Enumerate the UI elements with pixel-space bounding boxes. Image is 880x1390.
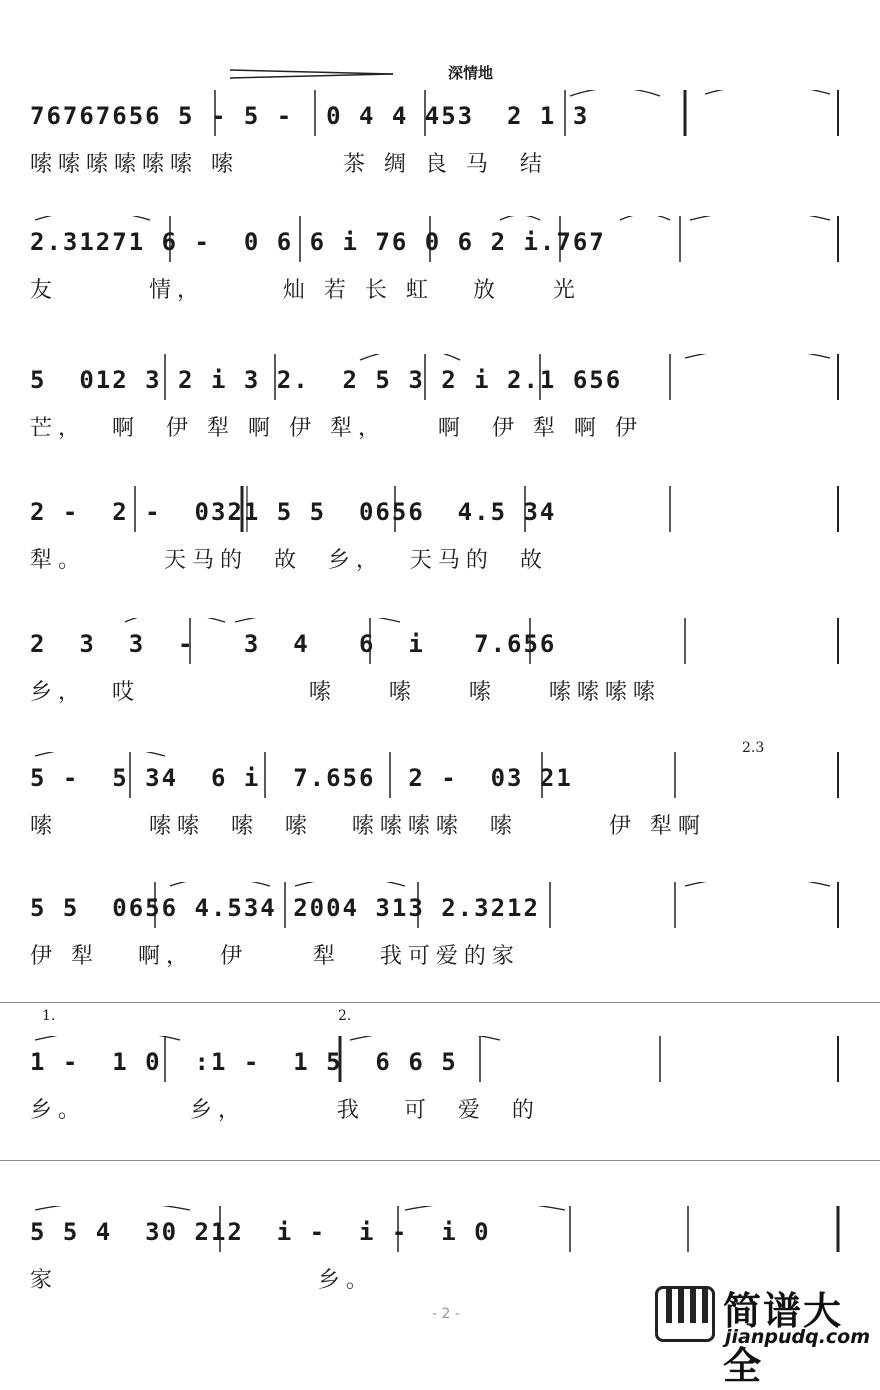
grace-notes: 2.3 <box>742 740 765 756</box>
lyrics-line-4: 犁。 天马的 故 乡， 天马的 故 <box>30 548 548 573</box>
logo-title: 简谱大全 <box>723 1289 844 1388</box>
notes-line-5: 2 3 3 - 3 4 6 i 7.656 <box>30 630 557 658</box>
notes-line-6: 5 - 5 34 6 i 7.656 2 - 03 21 <box>30 764 573 792</box>
tempo-marking: 深情地 <box>448 64 494 82</box>
notes-line-9: 5 5 4 30 212 i - i - i 0 <box>30 1218 491 1246</box>
volta-1: 1. <box>42 1008 56 1024</box>
notes-line-2: 2.31271 6 - 0 6 6 i 76 0 6 2 i.767 <box>30 228 606 256</box>
lyrics-line-6: 嗦 嗦嗦 嗦 嗦 嗦嗦嗦嗦 嗦 伊 犁啊 <box>30 814 706 839</box>
crescendo-mark <box>228 64 398 84</box>
lyrics-line-7: 伊 犁 啊， 伊 犁 我可爱的家 <box>30 944 520 969</box>
lyrics-line-2: 友 情， 灿 若 长 虹 放 光 <box>30 278 581 303</box>
notes-line-4: 2 - 2 - 0321 5 5 0656 4.5 34 <box>30 498 557 526</box>
lyrics-line-1: 嗦嗦嗦嗦嗦嗦 嗦 茶 绸 良 马 结 <box>30 152 548 177</box>
page-number: - 2 - <box>432 1306 460 1322</box>
notes-line-3: 5 012 3 2 i 3 2. 2 5 3 2 i 2.1 656 <box>30 366 623 394</box>
lyrics-line-5: 乡， 哎 嗦 嗦 嗦 嗦嗦嗦嗦 <box>30 680 661 705</box>
site-logo[interactable] <box>655 1280 880 1388</box>
notes-line-1: 76767656 5 - 5 - 0 4 4 453 2 1 3 <box>30 102 590 130</box>
lyrics-line-9: 家 乡。 <box>30 1268 374 1293</box>
coda-rule <box>0 1160 880 1161</box>
lyrics-line-8: 乡。 乡， 我 可 爱 的 <box>30 1098 540 1123</box>
notes-line-7: 5 5 0656 4.534 2004 313 2.3212 <box>30 894 540 922</box>
notes-line-8: 1 - 1 0 :1 - 1 5 6 6 5 <box>30 1048 458 1076</box>
volta-2: 2. <box>338 1008 352 1024</box>
lyrics-line-3: 芒， 啊 伊 犁 啊 伊 犁， 啊 伊 犁 啊 伊 <box>30 416 643 441</box>
logo-url: jianpudq.com <box>725 1326 871 1348</box>
volta-rule <box>0 1002 880 1003</box>
piano-keys-icon <box>655 1286 715 1342</box>
